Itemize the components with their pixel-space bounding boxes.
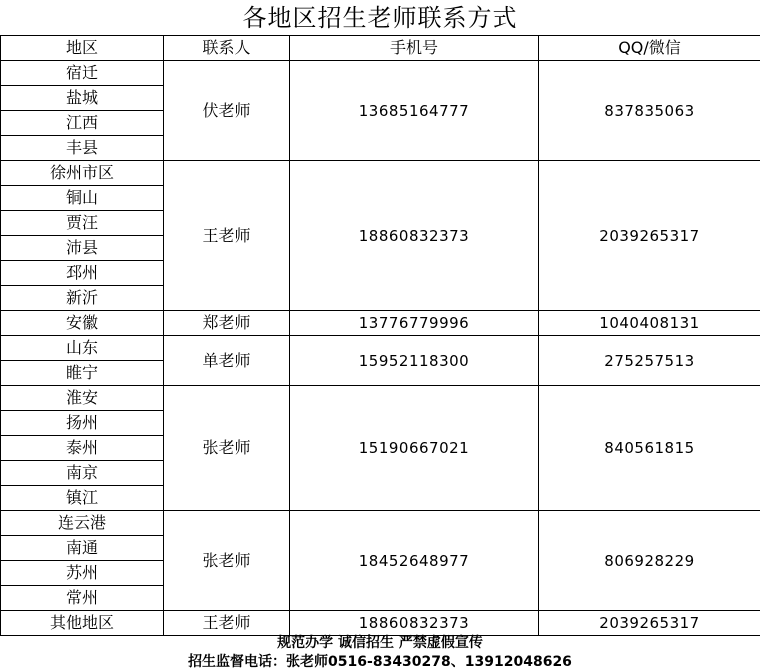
table-row — [1, 336, 760, 361]
footer-supervision-phone: 招生监督电话：张老师0516-83430278、13912048626 — [188, 654, 572, 670]
header-row — [1, 36, 760, 61]
table-row — [1, 61, 760, 86]
phone-cell: 15952118300 — [290, 336, 539, 386]
region-cell: 宿迁 — [1, 61, 164, 86]
contact-cell: 王老师 — [164, 161, 290, 311]
header-qq: QQ/微信 — [539, 36, 760, 61]
table-row — [1, 611, 760, 636]
region-cell: 徐州市区 — [1, 161, 164, 186]
region-cell: 扬州 — [1, 411, 164, 436]
qq-cell: 837835063 — [539, 61, 760, 161]
region-cell: 连云港 — [1, 511, 164, 536]
region-cell: 盐城 — [1, 86, 164, 111]
table-row — [1, 511, 760, 536]
contact-cell: 伏老师 — [164, 61, 290, 161]
phone-cell: 18860832373 — [290, 611, 539, 636]
region-cell: 铜山 — [1, 186, 164, 211]
region-cell: 贾汪 — [1, 211, 164, 236]
qq-cell: 1040408131 — [539, 311, 760, 336]
region-cell: 邳州 — [1, 261, 164, 286]
table-row — [1, 161, 760, 186]
region-cell: 江西 — [1, 111, 164, 136]
sheet-title: 各地区招生老师联系方式 — [242, 4, 518, 32]
qq-cell: 2039265317 — [539, 611, 760, 636]
phone-cell: 13685164777 — [290, 61, 539, 161]
contact-cell: 张老师 — [164, 511, 290, 611]
contact-cell: 王老师 — [164, 611, 290, 636]
region-cell: 睢宁 — [1, 361, 164, 386]
phone-cell: 15190667021 — [290, 386, 539, 511]
contact-table — [0, 35, 760, 636]
header-contact: 联系人 — [164, 36, 290, 61]
region-cell: 新沂 — [1, 286, 164, 311]
region-cell: 镇江 — [1, 486, 164, 511]
region-cell: 淮安 — [1, 386, 164, 411]
region-cell: 丰县 — [1, 136, 164, 161]
region-cell: 泰州 — [1, 436, 164, 461]
table-body — [1, 61, 760, 636]
table-row — [1, 386, 760, 411]
region-cell: 南通 — [1, 536, 164, 561]
region-cell: 沛县 — [1, 236, 164, 261]
header-phone: 手机号 — [290, 36, 539, 61]
region-cell: 常州 — [1, 586, 164, 611]
region-cell: 南京 — [1, 461, 164, 486]
table-row — [1, 311, 760, 336]
contact-cell: 张老师 — [164, 386, 290, 511]
qq-cell: 2039265317 — [539, 161, 760, 311]
contact-cell: 郑老师 — [164, 311, 290, 336]
phone-cell: 18860832373 — [290, 161, 539, 311]
qq-cell: 275257513 — [539, 336, 760, 386]
phone-cell: 18452648977 — [290, 511, 539, 611]
footer-slogan: 规范办学 诚信招生 严禁虚假宣传 — [277, 635, 483, 651]
qq-cell: 840561815 — [539, 386, 760, 511]
region-cell: 其他地区 — [1, 611, 164, 636]
qq-cell: 806928229 — [539, 511, 760, 611]
contact-cell: 单老师 — [164, 336, 290, 386]
region-cell: 苏州 — [1, 561, 164, 586]
region-cell: 安徽 — [1, 311, 164, 336]
phone-cell: 13776779996 — [290, 311, 539, 336]
header-region: 地区 — [1, 36, 164, 61]
region-cell: 山东 — [1, 336, 164, 361]
